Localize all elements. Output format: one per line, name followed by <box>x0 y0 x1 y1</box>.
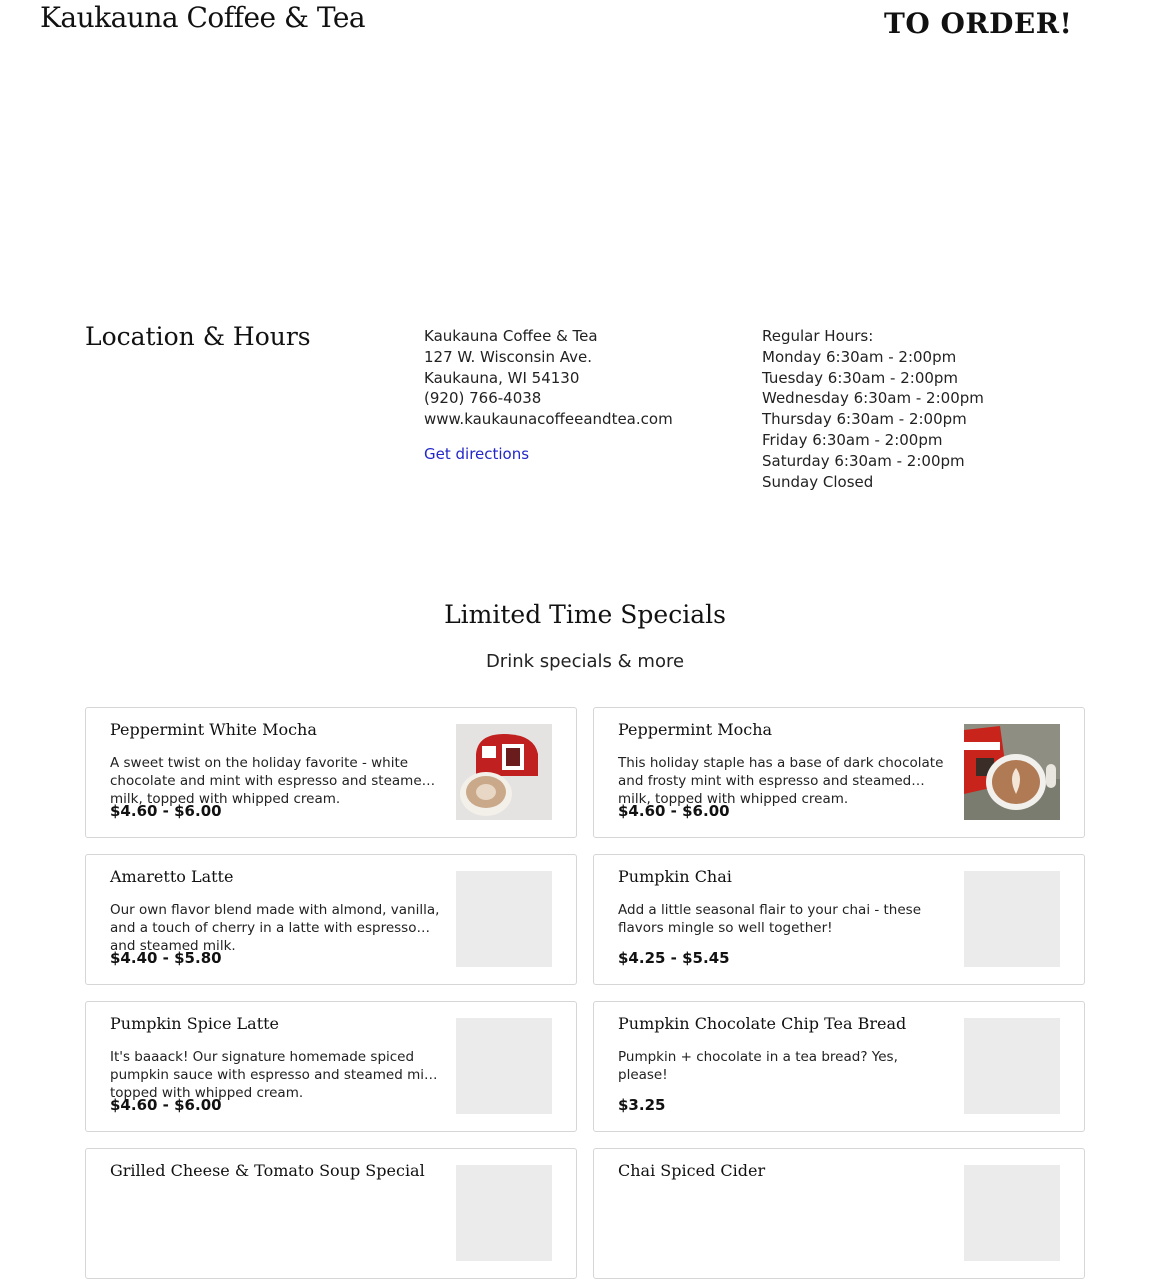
menu-item-description: It's baaack! Our signature homemade spiced pumpkin sauce with espresso and steamed milk, topped with whipped cream. <box>110 1049 440 1101</box>
menu-item-description: This holiday staple has a base of dark chocolate and frosty mint with espresso and steamed milk, topped with whipped cream. <box>618 755 944 807</box>
menu-item-card[interactable] <box>593 1148 1085 1279</box>
menu-item-image-placeholder <box>456 1018 552 1114</box>
menu-item-name: Peppermint Mocha <box>618 720 773 739</box>
hours-wednesday: Wednesday 6:30am - 2:00pm <box>762 389 984 408</box>
menu-item-description: A sweet twist on the holiday favorite - white chocolate and mint with espresso and steamed milk, topped with whipped cream. <box>110 755 431 807</box>
menu-item-name: Pumpkin Spice Latte <box>110 1014 280 1033</box>
white-mocha-photo[interactable] <box>456 724 552 820</box>
menu-item-description: Add a little seasonal flair to your chai - these flavors mingle so well together! <box>618 902 922 936</box>
menu-item-name: Chai Spiced Cider <box>618 1161 766 1180</box>
menu-item-card[interactable] <box>593 1001 1085 1132</box>
menu-item-name: Pumpkin Chocolate Chip Tea Bread <box>618 1014 907 1033</box>
address-city: Kaukauna, WI 54130 <box>424 368 580 387</box>
address-street: 127 W. Wisconsin Ave. <box>424 347 592 366</box>
menu-item-name: Pumpkin Chai <box>618 867 732 886</box>
menu-item-image-placeholder <box>964 1165 1060 1261</box>
menu-item-price: $3.25 <box>618 1096 666 1114</box>
hours-thursday: Thursday 6:30am - 2:00pm <box>762 410 967 429</box>
menu-item-price: $4.60 - $6.00 <box>618 802 730 820</box>
menu-item-card[interactable] <box>593 707 1085 838</box>
hours-friday: Friday 6:30am - 2:00pm <box>762 430 943 449</box>
menu-item-name: Peppermint White Mocha <box>110 720 317 739</box>
menu-item-price: $4.60 - $6.00 <box>110 1096 222 1114</box>
menu-item-price: $4.25 - $5.45 <box>618 949 730 967</box>
menu-item-price: $4.60 - $6.00 <box>110 802 222 820</box>
address-phone: (920) 766-4038 <box>424 389 542 408</box>
address-block <box>424 326 673 465</box>
menu-item-card[interactable] <box>85 854 577 985</box>
menu-item-card[interactable] <box>593 854 1085 985</box>
hours-block <box>762 326 984 492</box>
menu-item-description: Our own flavor blend made with almond, vanilla, and a touch of cherry in a latte with espresso and steamed milk. <box>110 902 440 954</box>
menu-item-name: Amaretto Latte <box>110 867 234 886</box>
menu-item-image-placeholder <box>456 871 552 967</box>
hours-monday: Monday 6:30am - 2:00pm <box>762 347 957 366</box>
hours-saturday: Saturday 6:30am - 2:00pm <box>762 451 965 470</box>
peppermint-mocha-photo[interactable] <box>964 724 1060 820</box>
location-hours-heading: Location & Hours <box>85 322 311 351</box>
order-cta[interactable]: TO ORDER! <box>884 7 1073 40</box>
menu-item-name: Grilled Cheese & Tomato Soup Special <box>110 1161 425 1180</box>
specials-title: Limited Time Specials <box>444 600 726 629</box>
menu-item-card[interactable] <box>85 1148 577 1279</box>
hours-tuesday: Tuesday 6:30am - 2:00pm <box>762 368 959 387</box>
hours-sunday: Sunday Closed <box>762 472 874 491</box>
specials-subtitle: Drink specials & more <box>485 651 685 672</box>
menu-item-image-placeholder <box>964 1018 1060 1114</box>
menu-item-image-placeholder <box>964 871 1060 967</box>
hours-heading: Regular Hours: <box>762 327 874 345</box>
brand-title[interactable]: Kaukauna Coffee & Tea <box>40 1 366 34</box>
specials-grid <box>85 707 1085 1279</box>
address-website: www.kaukaunacoffeeandtea.com <box>424 410 673 429</box>
menu-item-description: Pumpkin + chocolate in a tea bread? Yes, please! <box>618 1049 898 1083</box>
menu-item-card[interactable] <box>85 1001 577 1132</box>
menu-item-price: $4.40 - $5.80 <box>110 949 222 967</box>
get-directions-link[interactable]: Get directions <box>424 444 530 463</box>
address-business-name: Kaukauna Coffee & Tea <box>424 327 598 345</box>
menu-item-card[interactable] <box>85 707 577 838</box>
menu-item-image-placeholder <box>456 1165 552 1261</box>
